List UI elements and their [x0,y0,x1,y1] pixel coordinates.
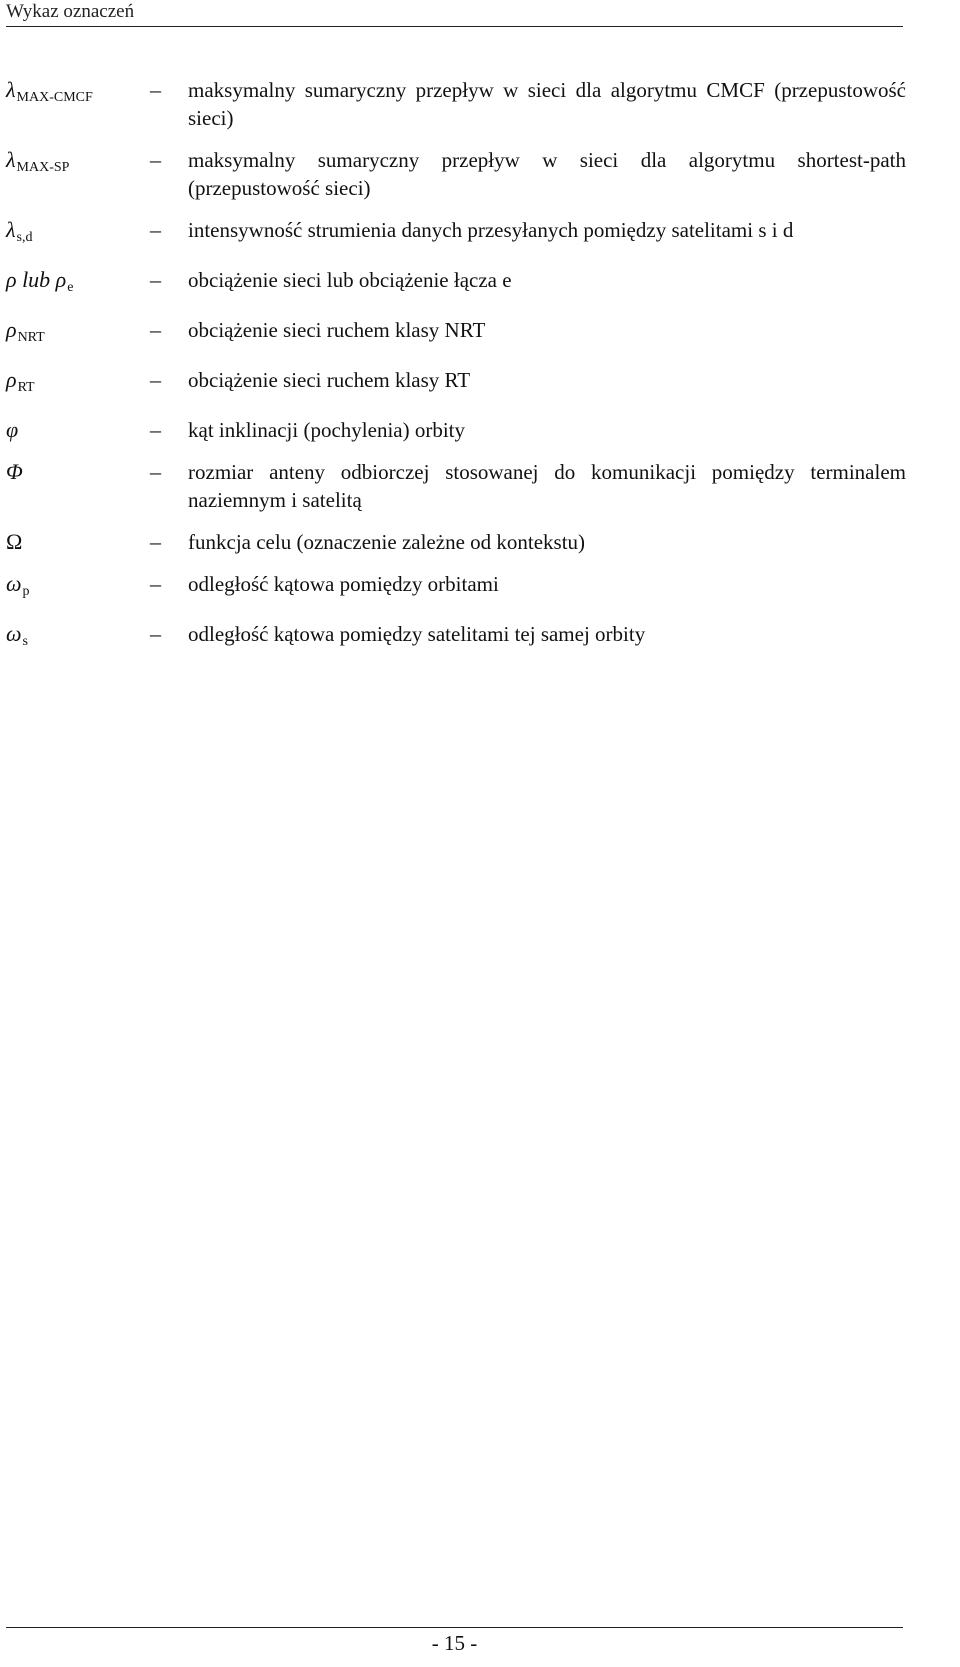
symbol-subscript: RT [17,380,35,395]
notation-description: maksymalny sumaryczny przepływ w sieci dla algorytmu CMCF (przepustowość sieci) [188,78,906,130]
symbol-subscript: MAX-CMCF [16,90,93,105]
notation-description: odległość kątowa pomiędzy orbitami [188,572,499,596]
notation-symbol [6,528,146,556]
notation-list [6,76,941,670]
separator-dash: – [150,77,161,102]
symbol-main: ω [6,571,22,596]
notation-symbol [6,366,146,402]
separator-dash: – [150,217,161,242]
symbol-main: ρ [6,267,17,292]
symbol-main: λ [6,147,16,172]
separator-dash: – [150,417,161,442]
notation-symbol [6,266,146,302]
notation-symbol [6,76,146,132]
notation-entry-rho-nrt [6,316,941,352]
notation-description: maksymalny sumaryczny przepływ w sieci dla algorytmu shortest-path (przepustowość sieci) [188,148,906,200]
separator-dash: – [150,367,161,392]
notation-symbol [6,316,146,352]
symbol-main: ω [6,621,22,646]
separator-dash: – [150,147,161,172]
symbol-main: Ω [6,529,23,554]
notation-entry-omega-capital [6,528,941,556]
notation-symbol [6,458,146,514]
notation-description: rozmiar anteny odbiorczej stosowanej do komunikacji pomiędzy terminalem naziemnym i satelitą [188,460,906,512]
notation-entry-lambda-max-sp [6,146,941,202]
symbol-subscript: s,d [16,230,33,245]
notation-description: odległość kątowa pomiędzy satelitami tej samej orbity [188,622,646,646]
notation-symbol [6,216,146,252]
separator-dash: – [150,267,161,292]
footer-divider [6,1627,903,1628]
separator-dash: – [150,571,161,596]
separator-dash: – [150,317,161,342]
symbol-main: Φ [6,459,23,484]
notation-entry-rho-rt [6,366,941,402]
notation-description: obciążenie sieci ruchem klasy RT [188,368,471,392]
page-number: - 15 - [431,1631,478,1655]
notation-entry-phi-capital [6,458,941,514]
notation-description: obciążenie sieci ruchem klasy NRT [188,318,486,342]
symbol-main: ρ [6,367,17,392]
notation-description: funkcja celu (oznaczenie zależne od kontekstu) [188,530,586,554]
notation-symbol [6,620,146,656]
symbol-lub-text: lub ρ [16,267,67,292]
notation-entry-rho-lub-rho-e [6,266,941,302]
symbol-subscript: NRT [17,330,45,345]
notation-entry-lambda-max-cmcf [6,76,941,132]
notation-entry-omega-s [6,620,941,656]
notation-description: intensywność strumienia danych przesyłanych pomiędzy satelitami s i d [188,218,794,242]
symbol-main: ρ [6,317,17,342]
notation-entry-phi-small [6,416,941,444]
separator-dash: – [150,529,161,554]
separator-dash: – [150,459,161,484]
symbol-main: φ [6,417,19,442]
notation-description: obciążenie sieci lub obciążenie łącza e [188,268,512,292]
symbol-subscript: MAX-SP [16,160,70,175]
symbol-subscript: s [22,634,28,649]
symbol-subscript: p [22,584,30,599]
symbol-main: λ [6,217,16,242]
notation-description: kąt inklinacji (pochylenia) orbity [188,418,465,442]
symbol-subscript: e [67,280,74,295]
notation-symbol [6,146,146,202]
page-header [6,0,903,27]
notation-symbol [6,416,146,444]
separator-dash: – [150,621,161,646]
notation-entry-lambda-sd [6,216,941,252]
notation-entry-omega-p [6,570,941,606]
notation-symbol [6,570,146,606]
symbol-main: λ [6,77,16,102]
header-title: Wykaz oznaczeń [6,1,135,22]
